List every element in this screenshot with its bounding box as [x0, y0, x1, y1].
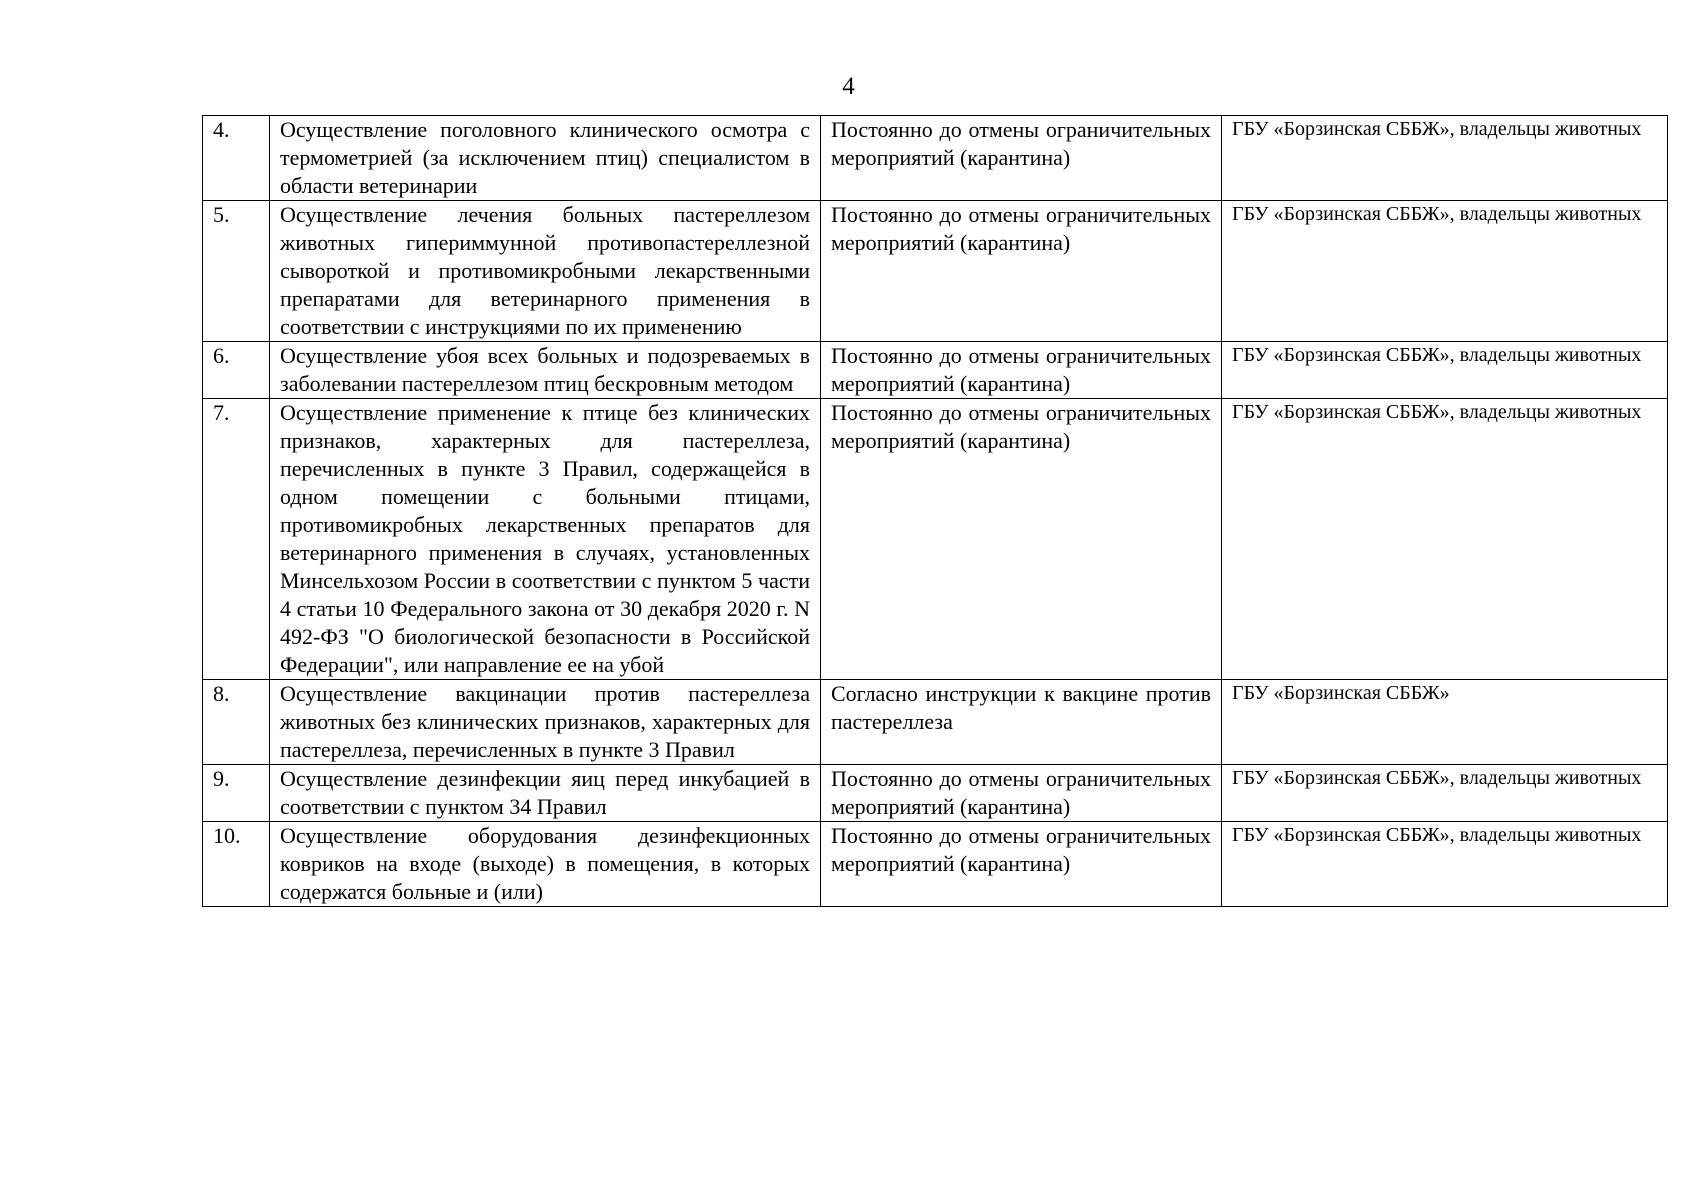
- term-cell: Постоянно до отмены ограничительных мероприятий (карантина): [821, 822, 1222, 907]
- row-number: 4.: [203, 116, 270, 201]
- row-number: 9.: [203, 765, 270, 822]
- responsible-cell: ГБУ «Борзинская СББЖ», владельцы животных: [1222, 201, 1668, 342]
- responsible-cell: ГБУ «Борзинская СББЖ», владельцы животных: [1222, 822, 1668, 907]
- action-cell: Осуществление применение к птице без клинических признаков, характерных для пастереллеза, перечисленных в пункте 3 Правил, содержащейся в одном помещении с больными птицами, противомикробных лекарственных препаратов для ветеринарного применения в случаях, установленных Минсельхозом России в соответствии с пунктом 5 части 4 статьи 10 Федерального закона от 30 декабря 2020 г. N 492-ФЗ "О биологической безопасности в Российской Федерации", или направление ее на убой: [270, 399, 821, 680]
- table-row: [203, 116, 1668, 201]
- table-row: [203, 680, 1668, 765]
- action-cell: Осуществление оборудования дезинфекционных ковриков на входе (выходе) в помещения, в которых содержатся больные и (или): [270, 822, 821, 907]
- page-number: 4: [842, 73, 855, 100]
- measures-table: [202, 115, 1668, 907]
- responsible-cell: ГБУ «Борзинская СББЖ»: [1222, 680, 1668, 765]
- responsible-cell: ГБУ «Борзинская СББЖ», владельцы животных: [1222, 116, 1668, 201]
- action-cell: Осуществление лечения больных пастереллезом животных гипериммунной противопастереллезной сывороткой и противомикробными лекарственными препаратами для ветеринарного применения в соответствии с инструкциями по их применению: [270, 201, 821, 342]
- row-number: 7.: [203, 399, 270, 680]
- row-number: 6.: [203, 342, 270, 399]
- responsible-cell: ГБУ «Борзинская СББЖ», владельцы животных: [1222, 765, 1668, 822]
- row-number: 10.: [203, 822, 270, 907]
- term-cell: Постоянно до отмены ограничительных мероприятий (карантина): [821, 342, 1222, 399]
- table-row: [203, 342, 1668, 399]
- action-cell: Осуществление вакцинации против пастереллеза животных без клинических признаков, характерных для пастереллеза, перечисленных в пункте 3 Правил: [270, 680, 821, 765]
- term-cell: Постоянно до отмены ограничительных мероприятий (карантина): [821, 765, 1222, 822]
- action-cell: Осуществление дезинфекции яиц перед инкубацией в соответствии с пунктом 34 Правил: [270, 765, 821, 822]
- term-cell: Постоянно до отмены ограничительных мероприятий (карантина): [821, 399, 1222, 680]
- row-number: 5.: [203, 201, 270, 342]
- action-cell: Осуществление убоя всех больных и подозреваемых в заболевании пастереллезом птиц бескровным методом: [270, 342, 821, 399]
- row-number: 8.: [203, 680, 270, 765]
- table-row: [203, 765, 1668, 822]
- responsible-cell: ГБУ «Борзинская СББЖ», владельцы животных: [1222, 399, 1668, 680]
- term-cell: Постоянно до отмены ограничительных мероприятий (карантина): [821, 201, 1222, 342]
- term-cell: Согласно инструкции к вакцине против пастереллеза: [821, 680, 1222, 765]
- term-cell: Постоянно до отмены ограничительных мероприятий (карантина): [821, 116, 1222, 201]
- table-row: [203, 201, 1668, 342]
- table-row: [203, 822, 1668, 907]
- action-cell: Осуществление поголовного клинического осмотра с термометрией (за исключением птиц) специалистом в области ветеринарии: [270, 116, 821, 201]
- responsible-cell: ГБУ «Борзинская СББЖ», владельцы животных: [1222, 342, 1668, 399]
- table-row: [203, 399, 1668, 680]
